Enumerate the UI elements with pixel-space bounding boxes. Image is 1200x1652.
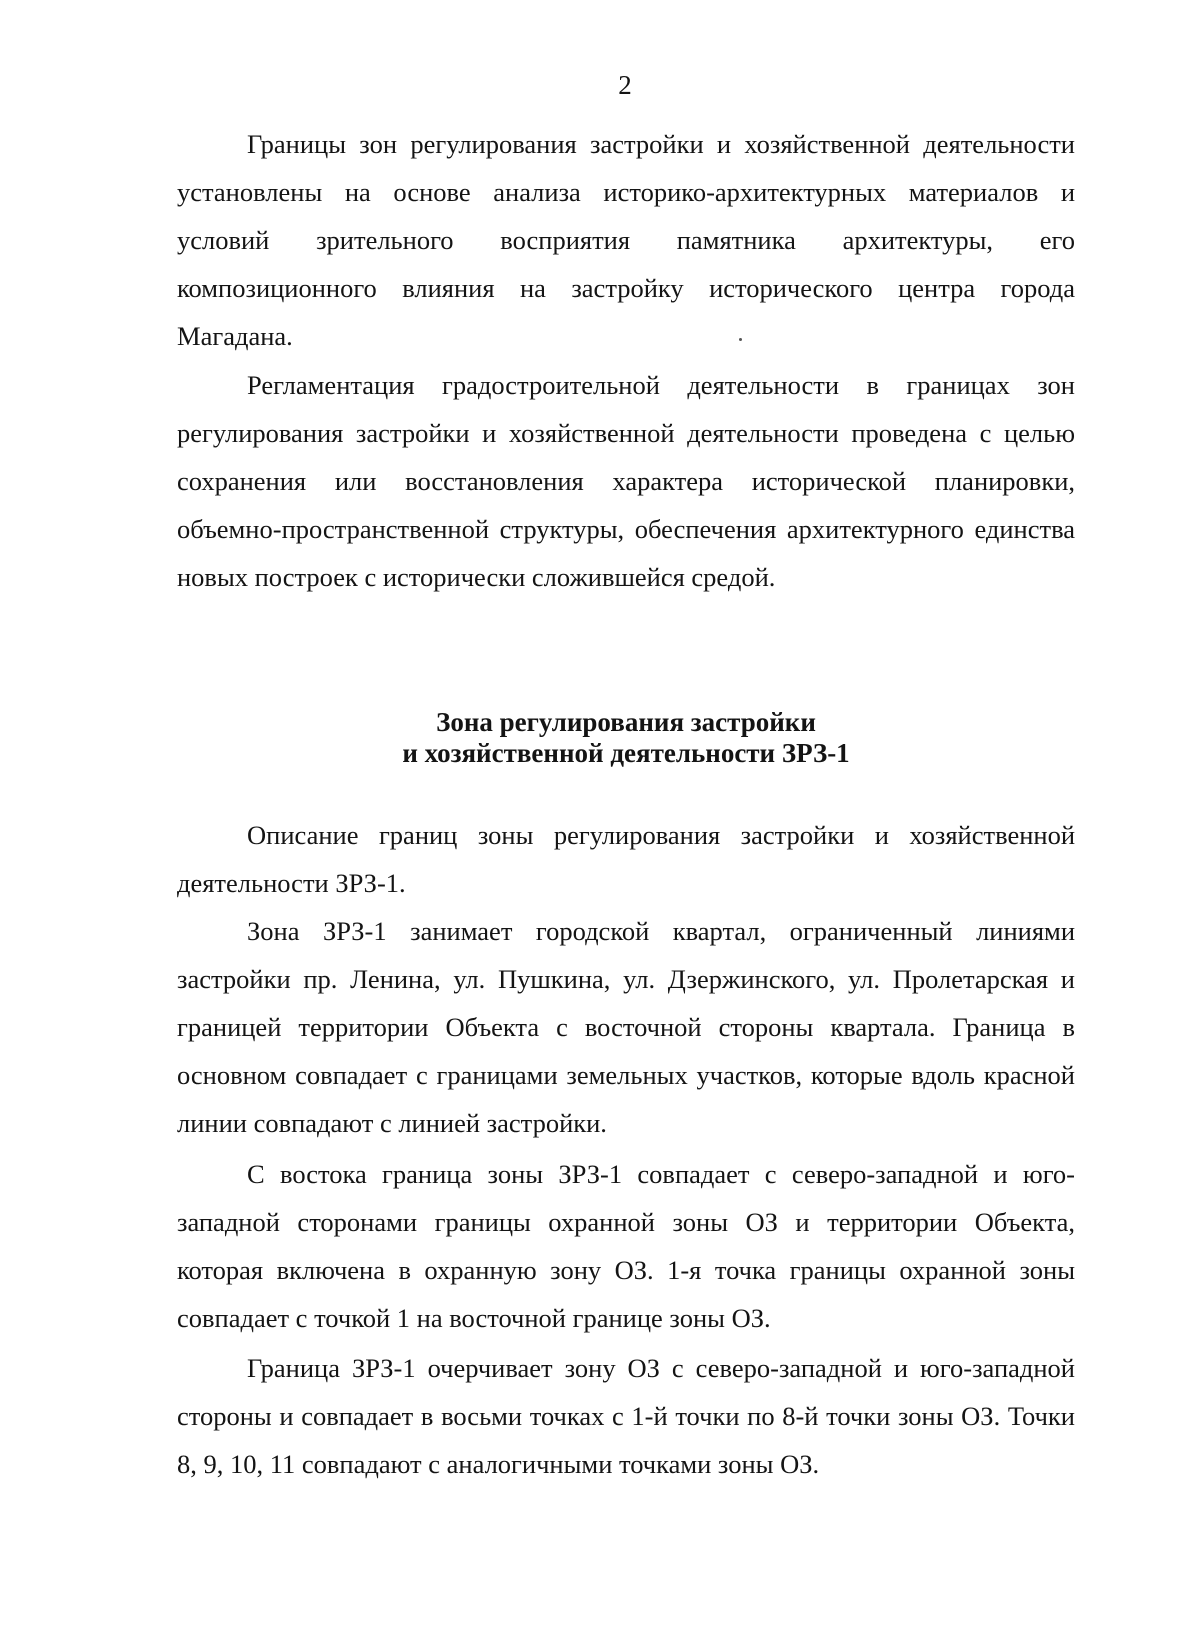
paragraph-zone-description: Описание границ зоны регулирования застройки и хозяйственной деятельности ЗРЗ-1. [177, 820, 1075, 898]
section-heading-line-2: и хозяйственной деятельности ЗРЗ-1 [402, 738, 850, 768]
paragraph-east-boundary: С востока граница зоны ЗРЗ-1 совпадает с северо-западной и юго-западной сторонами границы охранной зоны ОЗ и территории Объекта, которая включена в охранную зону ОЗ. 1-я точка границы охранной зоны совпадает с точкой 1 на восточной границе зоны ОЗ. [177, 1159, 1075, 1333]
paragraph-zone-extent: Зона ЗРЗ-1 занимает городской квартал, ограниченный линиями застройки пр. Ленина, ул. Пушкина, ул. Дзержинского, ул. Пролетарская и границей территории Объекта с восточной стороны квартала. Граница в основном совпадает с границами земельных участков, которые вдоль красной линии совпадают с линией застройки. [177, 916, 1075, 1138]
paragraph-boundary-points: Граница ЗРЗ-1 очерчивает зону ОЗ с северо-западной и юго-западной стороны и совпадает в восьми точках с 1-й точки по 8-й точки зоны ОЗ. Точки 8, 9, 10, 11 совпадают с аналогичными точками зоны ОЗ. [177, 1353, 1075, 1479]
section-heading [177, 707, 1075, 769]
scan-speck [739, 338, 742, 341]
paragraph-boundaries-basis: Границы зон регулирования застройки и хозяйственной деятельности установлены на основе анализа историко-архитектурных материалов и условий зрительного восприятия памятника архитектуры, его композиционного влияния на застройку исторического центра города Магадана. [177, 129, 1075, 351]
paragraph-regulation-purpose: Регламентация градостроительной деятельности в границах зон регулирования застройки и хозяйственной деятельности проведена с целью сохранения или восстановления характера исторической планировки, объемно-пространственной структуры, обеспечения архитектурного единства новых построек с исторически сложившейся средой. [177, 370, 1075, 592]
page-number: 2 [618, 70, 632, 100]
section-heading-line-1: Зона регулирования застройки [436, 707, 816, 737]
